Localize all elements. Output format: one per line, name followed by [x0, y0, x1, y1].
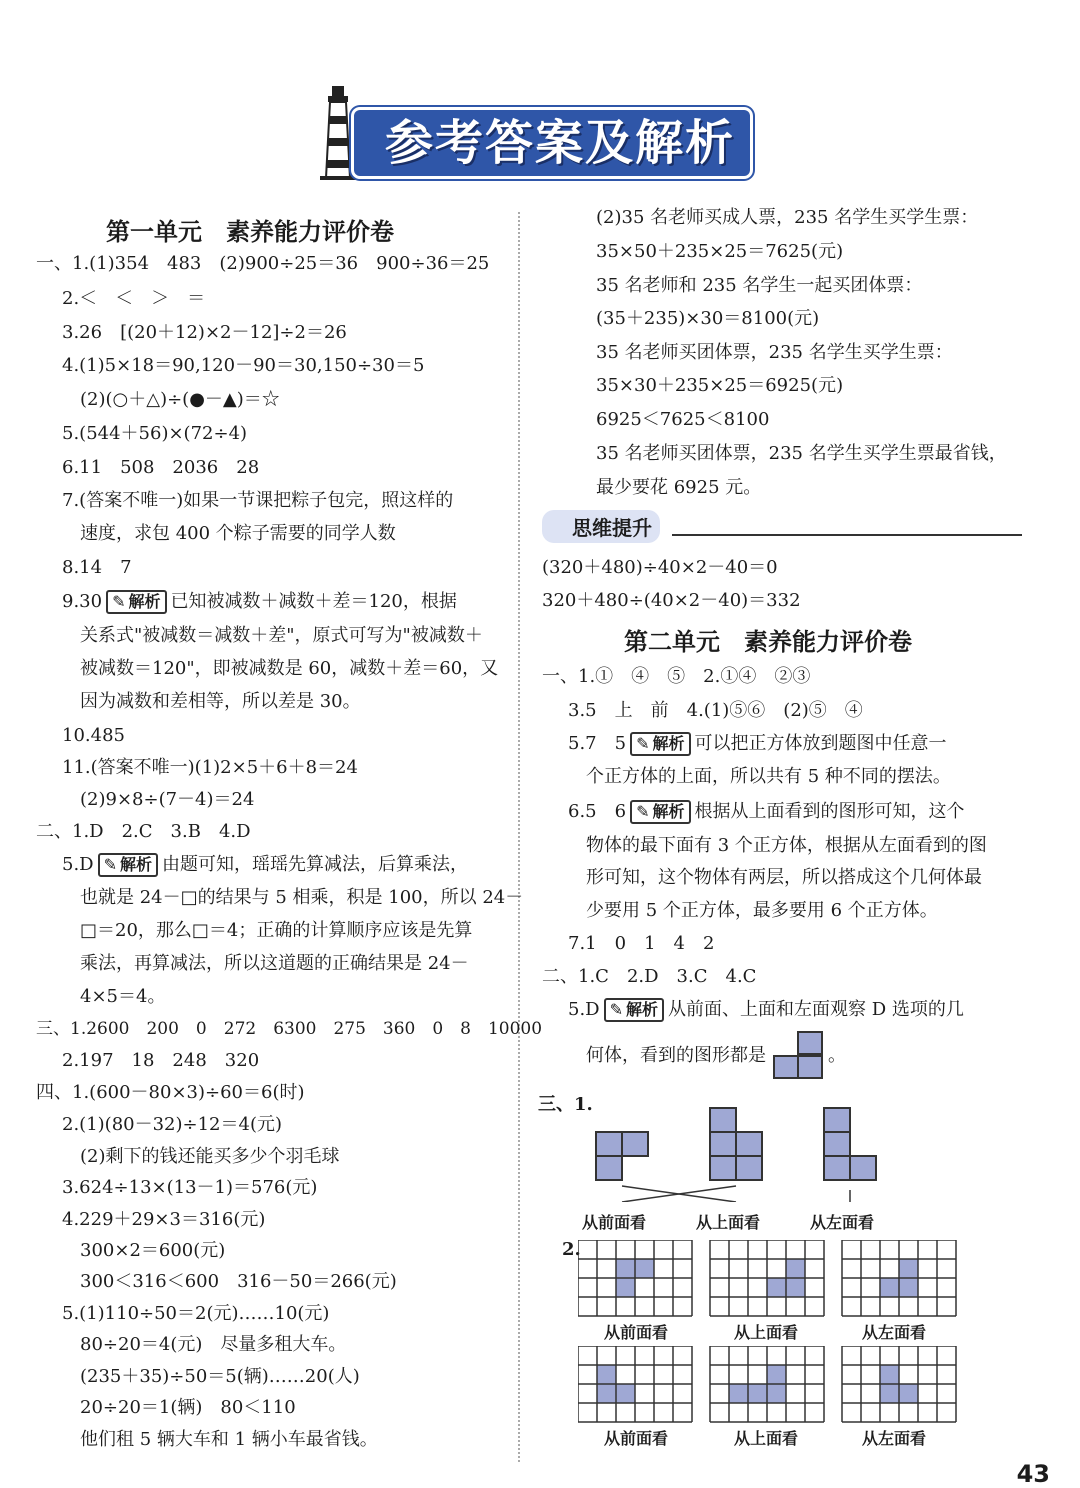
answer-line: 四、1.(600－80×3)÷60＝6(时) [36, 1082, 305, 1103]
answer-line: 35 名老师和 235 名学生一起买团体票： [596, 275, 923, 296]
grid-filled-cell [786, 1259, 805, 1278]
grid-row-1 [578, 1240, 968, 1318]
answer-line: 3.5 上 前 4.(1)⑤⑥ (2)⑤ ④ [568, 700, 863, 721]
answer-line: 他们租 5 辆大车和 1 辆小车最省钱。 [80, 1429, 378, 1450]
answer-line: 也就是 24－□的结果与 5 相乘，积是 100，所以 24－ [80, 887, 524, 908]
grid-caption: 从上面看 [734, 1323, 799, 1342]
grid-filled-cell [880, 1278, 899, 1297]
answer-line: (235＋35)÷50＝5(辆)……20(人) [80, 1366, 360, 1387]
answer-line: 320＋480÷(40×2－40)＝332 [542, 590, 801, 611]
analysis-tag: ✎ 解析 [630, 732, 690, 756]
q6-answer: 6.5 6 [568, 801, 627, 822]
answer-line: 一、1.(1)354 483 (2)900÷25＝36 900÷36＝25 [36, 253, 490, 274]
answer-line: 最少要花 6925 元。 [596, 477, 762, 498]
answer-line: 6925＜7625＜8100 [596, 409, 770, 430]
answer-line: 300×2＝600(元) [80, 1240, 226, 1261]
answer-line: 2.(1)(80－32)÷12＝4(元) [62, 1114, 283, 1135]
answer-line: 个正方体的上面，所以共有 5 种不同的摆法。 [586, 766, 951, 787]
answer-line: 关系式"被减数＝减数＋差"，原式可写为"被减数＋ [80, 625, 483, 646]
q25-answer: 5.D [62, 854, 94, 875]
grid-caption: 从左面看 [862, 1429, 927, 1448]
answer-line: 4.229＋29×3＝316(元) [62, 1209, 266, 1230]
thinking-section [542, 510, 1030, 540]
unit1-heading: 第一单元 素养能力评价卷 [106, 218, 394, 246]
analysis-tag: ✎ 解析 [98, 853, 158, 877]
q5-answer: 5.7 5 [568, 733, 627, 754]
answer-line [62, 590, 457, 614]
grid-caption: 从左面看 [862, 1323, 927, 1342]
answer-line: 少要用 5 个正方体，最多要用 6 个正方体。 [586, 900, 938, 921]
answer-line: 80÷20＝4(元) 尽量多租大车。 [80, 1334, 347, 1355]
answer-line: (2)(○＋△)÷(●－▲)＝☆ [80, 389, 280, 410]
answer-line: 乘法，再算减法，所以这道题的正确结果是 24－ [80, 953, 469, 974]
answer-line: (320＋480)÷40×2－40＝0 [542, 557, 778, 578]
grid-filled-cell [597, 1365, 616, 1384]
page-title: 参考答案及解析 [384, 115, 735, 171]
grid-filled-cell [880, 1365, 899, 1384]
grid-filled-cell [767, 1365, 786, 1384]
answer-line: 300＜316＜600 316－50＝266(元) [80, 1271, 397, 1292]
q6-analysis: 根据从上面看到的图形可知，这个 [694, 801, 965, 822]
grid-filled-cell [880, 1384, 899, 1403]
view-caption: 从上面看 [696, 1213, 761, 1232]
answer-line: 4.(1)5×18＝90,120－90＝30,150÷30＝5 [62, 355, 425, 376]
grid-filled-cell [899, 1259, 918, 1278]
answer-line [568, 800, 965, 824]
title-banner [318, 82, 758, 182]
q9-answer: 9.30 [62, 591, 103, 612]
grid-row-2 [578, 1346, 968, 1424]
q25-analysis: 由题可知，瑶瑶先算减法，后算乘法， [162, 854, 469, 875]
grid-filled-cell [899, 1384, 918, 1403]
analysis-tag: ✎ 解析 [604, 998, 664, 1022]
q25-analysis: 从前面、上面和左面观察 D 选项的几 [668, 999, 964, 1020]
answer-line [568, 732, 947, 756]
q9-analysis: 已知被减数＋减数＋差＝120，根据 [170, 591, 457, 612]
answer-line: (35＋235)×30＝8100(元) [596, 308, 820, 329]
grid-caption: 从上面看 [734, 1429, 799, 1448]
grid-filled-cell [767, 1278, 786, 1297]
grid-filled-cell [616, 1259, 635, 1278]
lighthouse-icon [318, 82, 358, 182]
answer-shape [772, 1030, 828, 1080]
answer-line: 10.485 [62, 725, 125, 746]
view-caption: 从前面看 [582, 1213, 647, 1232]
grid-filled-cell [729, 1384, 748, 1403]
grid-filled-cell [616, 1384, 635, 1403]
answer-line: 被减数＝120"，即被减数是 60，减数＋差＝60，又 [80, 658, 499, 679]
answer-line: 三、1.2600 200 0 272 6300 275 360 0 8 10000 [36, 1019, 543, 1039]
answer-line: 35 名老师买团体票，235 名学生买学生票： [596, 342, 953, 363]
answer-line: 一、1.① ④ ⑤ 2.①④ ②③ [542, 666, 811, 687]
view-caption: 从左面看 [810, 1213, 875, 1232]
answer-line: 5.(544＋56)×(72÷4) [62, 423, 248, 444]
answer-line: (2)35 名老师买成人票，235 名学生买学生票： [596, 207, 979, 228]
answer-line: 3.624÷13×(13－1)＝576(元) [62, 1177, 318, 1198]
answer-line: 35 名老师买团体票，235 名学生买学生票最省钱， [596, 443, 1007, 464]
answer-line: 4×5＝4。 [80, 986, 166, 1007]
answer-line: 2. [562, 1239, 581, 1260]
q25-answer: 5.D [568, 999, 600, 1020]
view-shapes [592, 1104, 912, 1202]
answer-line: 7.1 0 1 4 2 [568, 933, 715, 954]
answer-line [568, 998, 964, 1022]
answer-line: 物体的最下面有 3 个正方体，根据从左面看到的图 [586, 835, 987, 856]
grid-filled-cell [635, 1259, 654, 1278]
grid-caption: 从前面看 [604, 1323, 669, 1342]
q5-analysis: 可以把正方体放到题图中任意一 [694, 733, 947, 754]
answer-line: 因为减数和差相等，所以差是 30。 [80, 691, 361, 712]
grid-filled-cell [767, 1384, 786, 1403]
thinking-label: 思维提升 [542, 510, 660, 543]
answer-line: 3.26 [(20＋12)×2－12]÷2＝26 [62, 322, 347, 343]
answer-line: 11.(答案不唯一)(1)2×5＋6＋8＝24 [62, 757, 358, 778]
answer-line: 二、1.D 2.C 3.B 4.D [36, 821, 251, 842]
section-rule [672, 534, 1022, 536]
answer-line: 何体，看到的图形都是 [586, 1045, 766, 1066]
grid-filled-cell [616, 1278, 635, 1297]
analysis-tag: ✎ 解析 [630, 800, 690, 824]
answer-line: 。 [828, 1045, 846, 1066]
unit2-heading: 第二单元 素养能力评价卷 [624, 628, 912, 656]
analysis-tag: ✎ 解析 [106, 590, 166, 614]
grid-caption: 从前面看 [604, 1429, 669, 1448]
answer-line: 20÷20＝1(辆) 80＜110 [80, 1397, 296, 1418]
column-divider [518, 212, 520, 1462]
answer-line: 2.197 18 248 320 [62, 1050, 260, 1071]
grid-filled-cell [597, 1384, 616, 1403]
answer-line: 形可知，这个物体有两层，所以搭成这个几何体最 [586, 867, 982, 888]
answer-line: 三、1. [538, 1094, 593, 1115]
answer-line: (2)9×8÷(7－4)＝24 [80, 789, 255, 810]
answer-line: 二、1.C 2.D 3.C 4.C [542, 966, 757, 987]
answer-line: 35×30＋235×25＝6925(元) [596, 375, 844, 396]
answer-line: 8.14 7 [62, 557, 132, 578]
grid-filled-cell [748, 1384, 767, 1403]
answer-line: 6.11 508 2036 28 [62, 457, 260, 478]
page-number: 43 [1016, 1460, 1050, 1488]
answer-line [62, 853, 468, 877]
answer-line: 速度，求包 400 个粽子需要的同学人数 [80, 523, 396, 544]
answer-line: 2.＜ ＜ ＞ ＝ [62, 288, 206, 309]
answer-line: (2)剩下的钱还能买多少个羽毛球 [80, 1146, 340, 1167]
answer-line: □＝20，那么□＝4；正确的计算顺序应该是先算 [80, 920, 473, 941]
answer-line: 7.(答案不唯一)如果一节课把粽子包完，照这样的 [62, 490, 454, 511]
answer-line: 35×50＋235×25＝7625(元) [596, 241, 844, 262]
answer-line: 5.(1)110÷50＝2(元)……10(元) [62, 1303, 330, 1324]
grid-filled-cell [786, 1278, 805, 1297]
grid-filled-cell [899, 1278, 918, 1297]
